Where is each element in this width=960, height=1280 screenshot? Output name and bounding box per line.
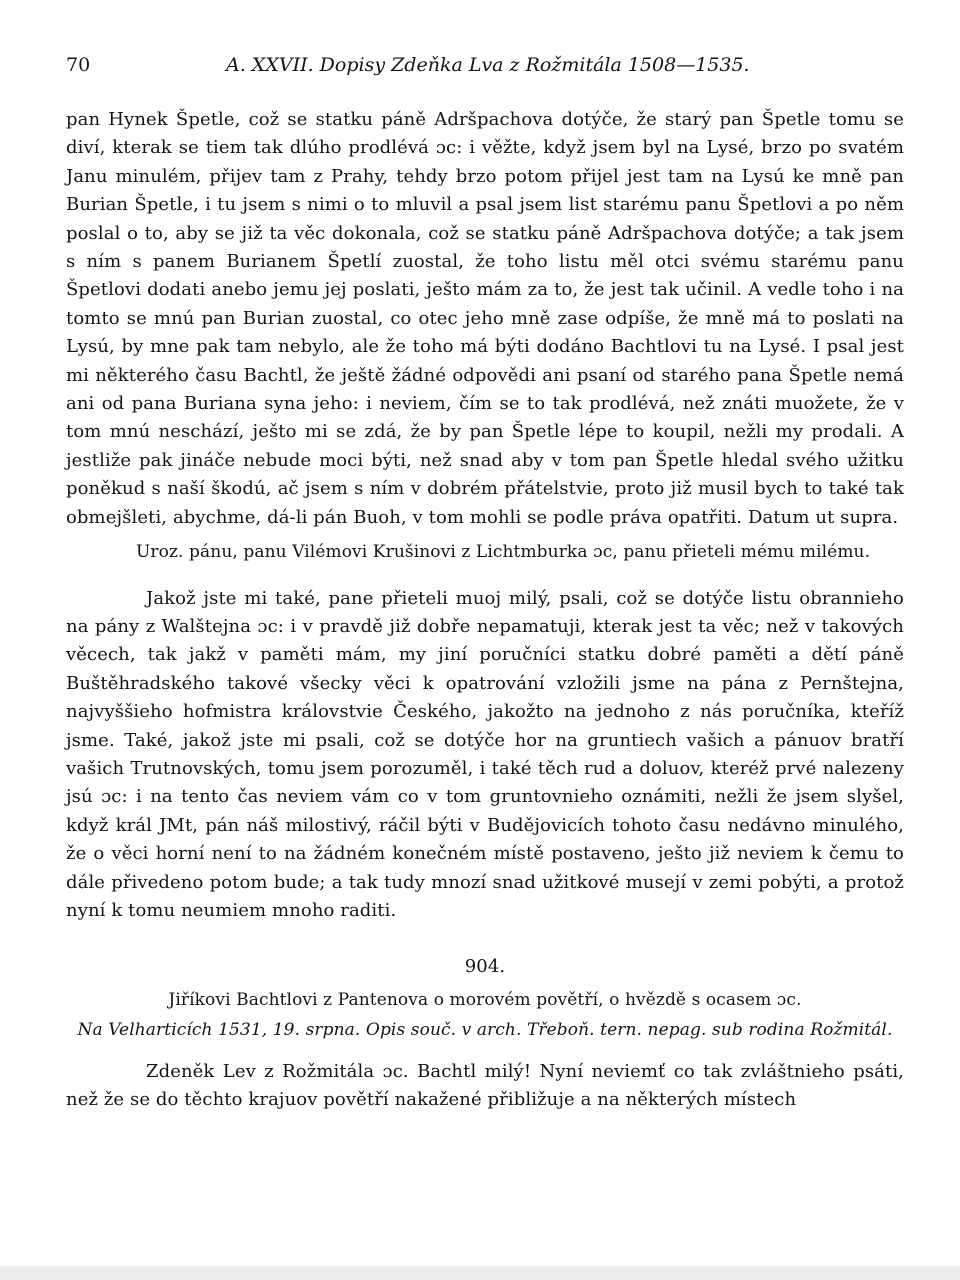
letter-paragraph: Jakož jste mi také, pane přieteli muoj milý, psali, což se dotýče listu obrannieho na pány z Walštejna ɔc: i v pravdě již dobře nepamatuji, kterak jest ta věc; než v takových věcech, tak jakž v paměti mám, my jiní poručníci statku dobré paměti a dětí páně Buštěhradského takové všecky věci k opatrování vzložili jsme na pána z Pernštejna, najvyššieho hofmistra královstvie Českého, jakožto na jednoho z nás poručníka, kteříž jsme. Také, jakož jste mi psali, což se dotýče hor na gruntiech vašich a pánuov bratří vašich Trutnovských, tomu jsem porozuměl, i také těch rud a doluov, kteréž prvé nalezeny jsú ɔc: i na tento čas neviem vám co v tom gruntovnieho oznámiti, nežli že jsem slyšel, když král JMt, pán náš milostivý, ráčil býti v Budějovicích tohoto času nedávno minulého, že o věci horní není to na žádném konečném místě postaveno, ješto již neviem k čemu to dále přivedeno potom bude; a tak tudy mnozí snad užitkové musejí v zemi pobýti, a protož nyní k tomu neumiem mnoho raditi. [66, 587, 904, 921]
running-title: A. XXVII. Dopisy Zdeňka Lva z Rožmitála 1508—1535. [226, 54, 750, 76]
document-heading: Jiříkovi Bachtlovi z Pantenova o morovém povětří, o hvězdě s ocasem ɔc. [168, 989, 802, 1010]
page-bottom-edge [0, 1266, 960, 1280]
page-header [66, 54, 904, 84]
page-number: 70 [66, 54, 91, 76]
letter-address: Uroz. pánu, panu Vilémovi Krušinovi z Lichtmburka ɔc, panu přieteli mému milému. [136, 542, 871, 563]
document-number: 904. [464, 956, 506, 978]
document-source-note: Na Velharticích 1531, 19. srpna. Opis souč. v arch. Třeboň. tern. nepag. sub rodina Rožmitál. [77, 1019, 893, 1040]
letter-continuation-paragraph: pan Hynek Špetle, což se statku páně Adršpachova dotýče, že starý pan Špetle tomu se diví, kterak se tiem tak dlúho prodlévá ɔc: i věžte, když jsem byl na Lysé, brzo po svatém Janu minulém, přijev tam z Prahy, tehdy brzo potom přijel jest tam na Lysú ke mně pan Burian Špetle, i tu jsem s nimi o to mluvil a psal jsem list starému panu Špetlovi a po něm poslal o to, aby se již ta věc dokonala, což se statku páně Adršpachova dotýče; a tak jsem s ním s panem Burianem Špetlí zuostal, že toho listu měl otci svému starému panu Špetlovi dodati anebo jemu jej poslati, ješto mám za to, že jest tak učinil. A vedle toho i na tomto se mnú pan Burian zuostal, co otec jeho mně zase odpíše, že mně má to poslati na Lysú, by mne pak tam nebylo, ale že toho má býti dodáno Bachtlovi tu na Lysé. I psal jest mi některého času Bachtl, že ještě žádné odpovědi ani psaní od starého pana Špetle nemá ani od pana Buriana syna jeho: i neviem, čím se to tak prodlévá, než znáti muožete, že v tom mnú neschází, ješto mi se zdá, že by pan Špetle lépe to koupil, nežli my prodali. A jestliže pak jináče nebude moci býti, než snad aby v tom pan Špetle hledal svého užitku poněkud s naší škodú, ač jsem s ním v dobrém přátelstvie, proto již musil bych to také tak obmejšleti, abychme, dá-li pán Buoh, v tom mohli se podle práva opatřiti. Datum ut supra. [66, 109, 904, 528]
document-opening-paragraph: Zdeněk Lev z Rožmitála ɔc. Bachtl milý! Nyní neviemť co tak zvláštnieho psáti, než že se do těchto krajuov povětří nakažené přibližuje a na některých místech [66, 1060, 904, 1111]
body-text [66, 106, 904, 1115]
